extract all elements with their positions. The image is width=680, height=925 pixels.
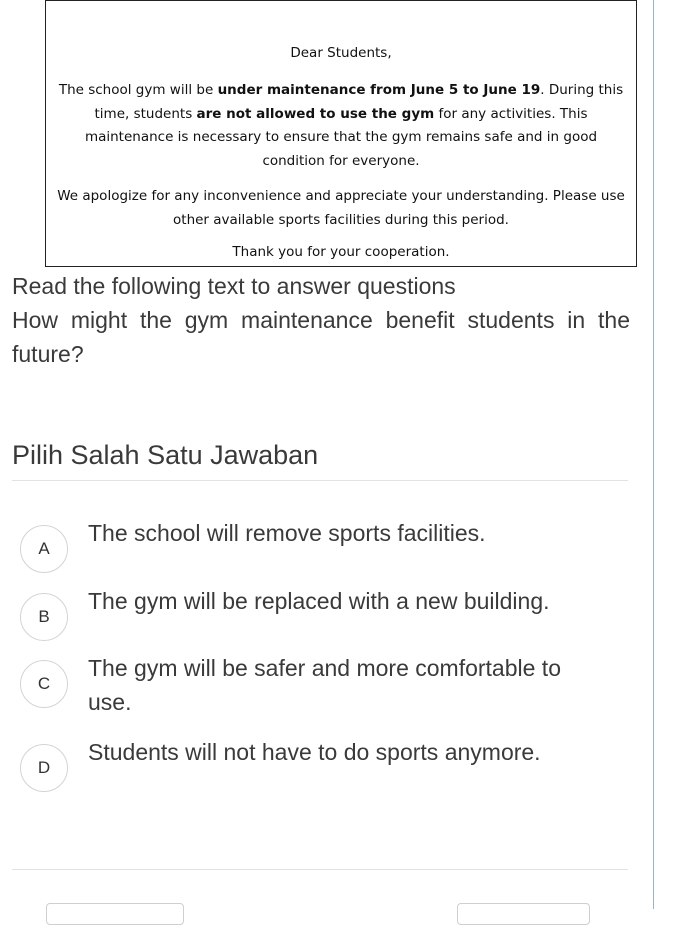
option-text[interactable]: The gym will be safer and more comfortable to use. (88, 655, 561, 715)
notice-bold-restriction: are not allowed to use the gym (196, 105, 435, 122)
option-text[interactable]: The gym will be replaced with a new building. (88, 588, 550, 614)
option-letter-badge[interactable]: D (20, 744, 68, 792)
section-divider (12, 480, 628, 481)
option-letter-badge[interactable]: B (20, 593, 68, 641)
answer-section-title: Pilih Salah Satu Jawaban (12, 440, 319, 470)
notice-paragraph-1 (54, 79, 628, 173)
next-button[interactable] (457, 903, 590, 925)
notice-image (45, 0, 637, 267)
bottom-divider (12, 869, 628, 870)
right-border-line (653, 0, 654, 909)
question-text: How might the gym maintenance benefit students in the future? (12, 307, 630, 367)
option-text[interactable]: The school will remove sports facilities. (88, 520, 486, 546)
notice-bold-dates: under maintenance from June 5 to June 19 (217, 82, 541, 98)
option-text[interactable]: Students will not have to do sports anymore. (88, 739, 541, 765)
previous-button[interactable] (46, 903, 184, 925)
notice-greeting: Dear Students, (290, 45, 392, 61)
notice-paragraph-2: We apologize for any inconvenience and appreciate your understanding. Please use other available sports facilities during this period. (57, 188, 625, 228)
option-letter-badge[interactable]: A (20, 525, 68, 573)
notice-text: . During this time, students (94, 82, 624, 122)
notice-thanks: Thank you for your cooperation. (232, 244, 450, 260)
notice-text: for any activities. This maintenance is necessary to ensure that the gym remains safe and in good condition for everyone. (84, 105, 598, 169)
notice-text: The school gym will be (58, 82, 218, 98)
option-letter-badge[interactable]: C (20, 660, 68, 708)
question-intro: Read the following text to answer questions (12, 273, 456, 299)
